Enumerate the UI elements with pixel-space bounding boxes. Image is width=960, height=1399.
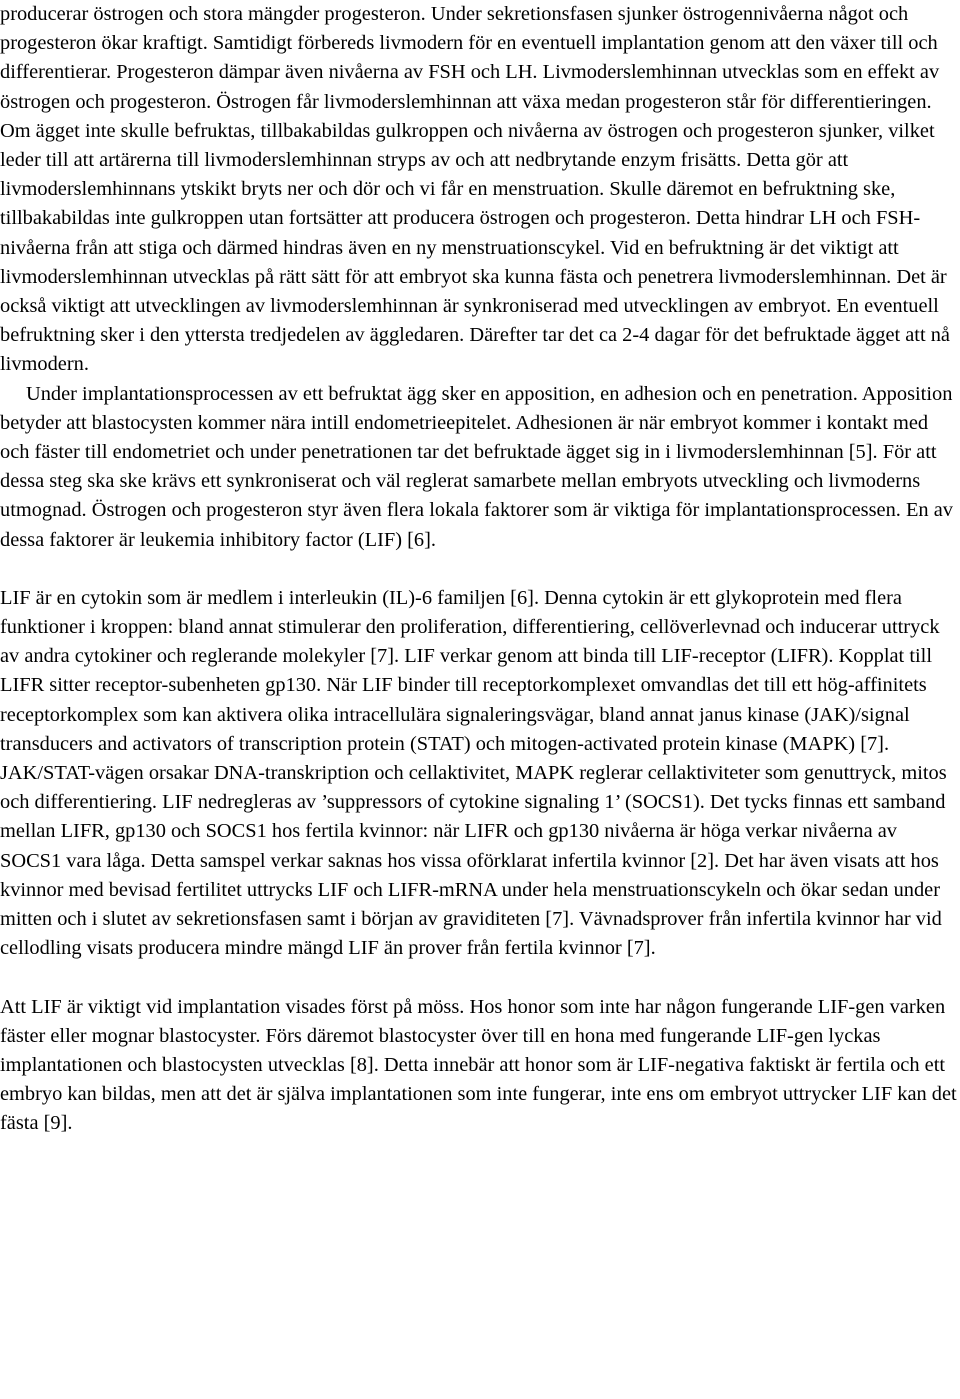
paragraph-spacer <box>0 964 958 993</box>
paragraph-implantation-process: Under implantationsprocessen av ett befruktat ägg sker en apposition, en adhesion och en penetration. Apposition betyder att blastocysten kommer nära intill endometrieepitelet. Adhesionen är när embryot kommer i kontakt med och fäster till endometriet och under penetrationen tar det befruktade ägget sig in i livmoderslemhinnan [5]. För att dessa steg ska ske krävs ett synkroniserat och väl reglerat samarbete mellan embryots utveckling och livmoderns utmognad. Östrogen och progesteron styr även flera lokala faktorer som är viktiga för implantationsprocessen. En av dessa faktorer är leukemia inhibitory factor (LIF) [6]. <box>0 382 953 551</box>
paragraph-block-3 <box>0 584 958 964</box>
paragraph-lif-mice: Att LIF är viktigt vid implantation visades först på möss. Hos honor som inte har någon fungerande LIF-gen varken fäster eller mognar blastocyster. Förs däremot blastocyster över till en hona med fungerande LIF-gen lyckas implantationen och blastocysten utvecklas [8]. Detta innebär att honor som är LIF-negativa faktiskt är fertila och ett embryo kan bildas, men att det är själva implantationen som inte fungerar, inte ens om embryot uttrycker LIF kan det fästa [9]. <box>0 995 957 1135</box>
paragraph-lif-cytokine: LIF är en cytokin som är medlem i interleukin (IL)-6 familjen [6]. Denna cytokin är ett glykoprotein med flera funktioner i kroppen: bland annat stimulerar den proliferation, differentiering, cellöverlevnad och inducerar uttryck av andra cytokiner och reglerande molekyler [7]. LIF verkar genom att binda till LIF-receptor (LIFR). Kopplat till LIFR sitter receptor-subenheten gp130. När LIF binder till receptorkomplexet omvandlas det till ett hög-affinitets receptorkomplex som kan aktivera olika intracellulära signaleringsvägar, bland annat janus kinase (JAK)/signal transducers and activators of transcription protein (STAT) och mitogen-activated protein kinase (MAPK) [7]. JAK/STAT-vägen orsakar DNA-transkription och cellaktivitet, MAPK reglerar cellaktiviteter som genuttryck, mitos och differentiering. LIF nedregleras av ’suppressors of cytokine signaling 1’ (SOCS1). Det tycks finnas ett samband mellan LIFR, gp130 och SOCS1 hos fertila kvinnor: när LIFR och gp130 nivåerna är höga verkar nivåerna av SOCS1 vara låga. Detta samspel verkar saknas hos vissa oförklarat infertila kvinnor [2]. Det har även visats att hos kvinnor med bevisad fertilitet uttrycks LIF och LIFR-mRNA under hela menstruationscykeln och ökar sedan under mitten och i slutet av sekretionsfasen samt i början av graviditeten [7]. Vävnadsprover från infertila kvinnor har vid cellodling visats producera mindre mängd LIF än prover från fertila kvinnor [7]. <box>0 586 947 960</box>
paragraph-block-1 <box>0 0 958 380</box>
paragraph-spacer <box>0 555 958 584</box>
paragraph-menstrual-cycle: producerar östrogen och stora mängder progesteron. Under sekretionsfasen sjunker östrogennivåerna något och progesteron ökar kraftigt. Samtidigt förbereds livmodern för en eventuell implantation genom att den växer till och differentierar. Progesteron dämpar även nivåerna av FSH och LH. Livmoderslemhinnan utvecklas som en effekt av östrogen och progesteron. Östrogen får livmoderslemhinnan att växa medan progesteron står för differentieringen. Om ägget inte skulle befruktas, tillbakabildas gulkroppen och nivåerna av östrogen och progesteron sjunker, vilket leder till att artärerna till livmoderslemhinnan stryps av och att nedbrytande enzym frisätts. Detta gör att livmoderslemhinnans ytskikt bryts ner och dör och vi får en menstruation. Skulle däremot en befruktning ske, tillbakabildas inte gulkroppen utan fortsätter att producera östrogen och progesteron. Detta hindrar LH och FSH-nivåerna från att stiga och därmed hindras även en ny menstruationscykel. Vid en befruktning är det viktigt att livmoderslemhinnan utvecklas på rätt sätt för att embryot ska kunna fästa och penetrera livmoderslemhinnan. Det är också viktigt att utvecklingen av livmoderslemhinnan är synkroniserad med utvecklingen av embryot. En eventuell befruktning sker i den yttersta tredjedelen av äggledaren. Därefter tar det ca 2-4 dagar för det befruktade ägget att nå livmodern. <box>0 3 950 376</box>
paragraph-block-4 <box>0 993 958 1139</box>
paragraph-block-2 <box>0 380 958 555</box>
